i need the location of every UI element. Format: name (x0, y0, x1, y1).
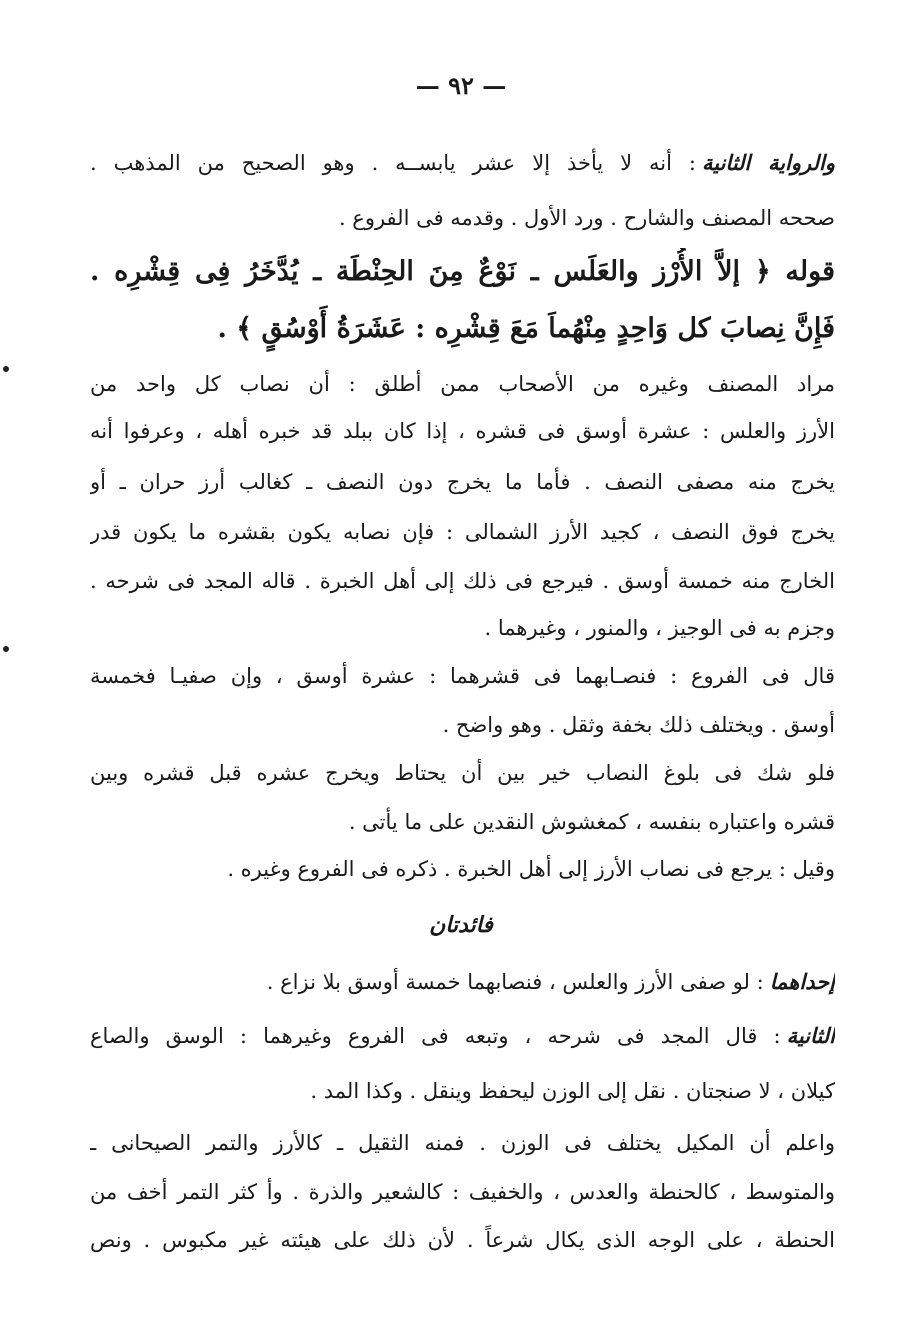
section-heading: فائدتان (429, 912, 493, 938)
text-line: وجزم به فى الوجيز ، والمنور ، وغيرهما . (484, 616, 835, 640)
text-line: الأرز والعلس : عشرة أوسق فى قشره ، إذا كان ببلد قد خبره أهله ، وعرفوا أنه (90, 419, 835, 443)
text-line: واعلم أن المكيل يختلف فى الوزن . فمنه الثقيل ـ كالأرز والتمر الصيحانى ـ (90, 1131, 835, 1155)
section-lead: والرواية الثانية (701, 150, 835, 175)
text-line: صححه المصنف والشارح . ورد الأول . وقدمه فى الفروع . (338, 206, 835, 230)
section-lead: الثانية (786, 1023, 835, 1048)
text-line: الحنطة ، على الوجه الذى يكال شرعاً . لأن ذلك على هيئته غير مكبوس . ونص (90, 1228, 835, 1252)
text-line: إحداهما: لو صفى الأرز والعلس ، فنصابهما خمسة أوسق بلا نزاع . (266, 969, 835, 994)
text-line: كيلان ، لا صنجتان . نقل إلى الوزن ليحفظ وينقل . وكذا المد . (310, 1079, 835, 1103)
text-line: وقيل : يرجع فى نصاب الأرز إلى أهل الخبرة . ذكره فى الفروع وغيره . (227, 857, 835, 881)
text-line: والرواية الثانية: أنه لا يأخذ إلا عشر يابســه . وهو الصحيح من المذهب . (90, 150, 835, 175)
text-line: قشره واعتباره بنفسه ، كمغشوش النقدين على ما يأتى . (348, 810, 835, 834)
text-line: قال فى الفروع : فنصـابهما فى قشرهما : عشرة أوسق ، وإن صفيـا فخمسة (90, 664, 835, 688)
margin-mark (3, 366, 9, 372)
text-line: الخارج منه خمسة أوسق . فيرجع فى ذلك إلى أهل الخبرة . قاله المجد فى شرحه . (90, 569, 835, 593)
quoted-text-line: قوله ﴿ إلاَّ الأُرْز والعَلَس ـ نَوْعٌ مِنَ الحِنْطَة ـ يُدَّخَرُ فِى قِشْرِه . (90, 256, 835, 287)
margin-mark (3, 646, 9, 652)
text-line: الثانية: قال المجد فى شرحه ، وتبعه فى الفروع وغيرهما : الوسق والصاع (90, 1023, 835, 1048)
section-lead: إحداهما (769, 969, 835, 994)
text-line: يخرج فوق النصف ، كجيد الأرز الشمالى : فإن نصابه يكون بقشره ما يكون قدر (90, 520, 835, 544)
text-line: مراد المصنف وغيره من الأصحاب ممن أطلق : أن نصاب كل واحد من (90, 372, 835, 396)
text-line: والمتوسط ، كالحنطة والعدس ، والخفيف : كالشعير والذرة . وأ كثر التمر أخف من (90, 1180, 835, 1204)
quoted-text-line: فَإِنَّ نِصابَ كل وَاحِدٍ مِنْهُماَ مَعَ قِشْرِه : عَشَرَةُ أَوْسُقٍ ﴾ . (217, 313, 835, 344)
body-text (90, 0, 835, 1342)
text-line: أوسق . ويختلف ذلك بخفة وثقل . وهو واضح . (442, 713, 835, 737)
text-line: يخرج منه مصفى النصف . فأما ما يخرج دون النصف ـ كغالب أرز حران ـ أو (90, 470, 835, 494)
text-line: فلو شك فى بلوغ النصاب خير بين أن يحتاط ويخرج عشره قبل قشره وبين (90, 761, 835, 785)
page-number: — ٩٢ — (415, 71, 507, 100)
